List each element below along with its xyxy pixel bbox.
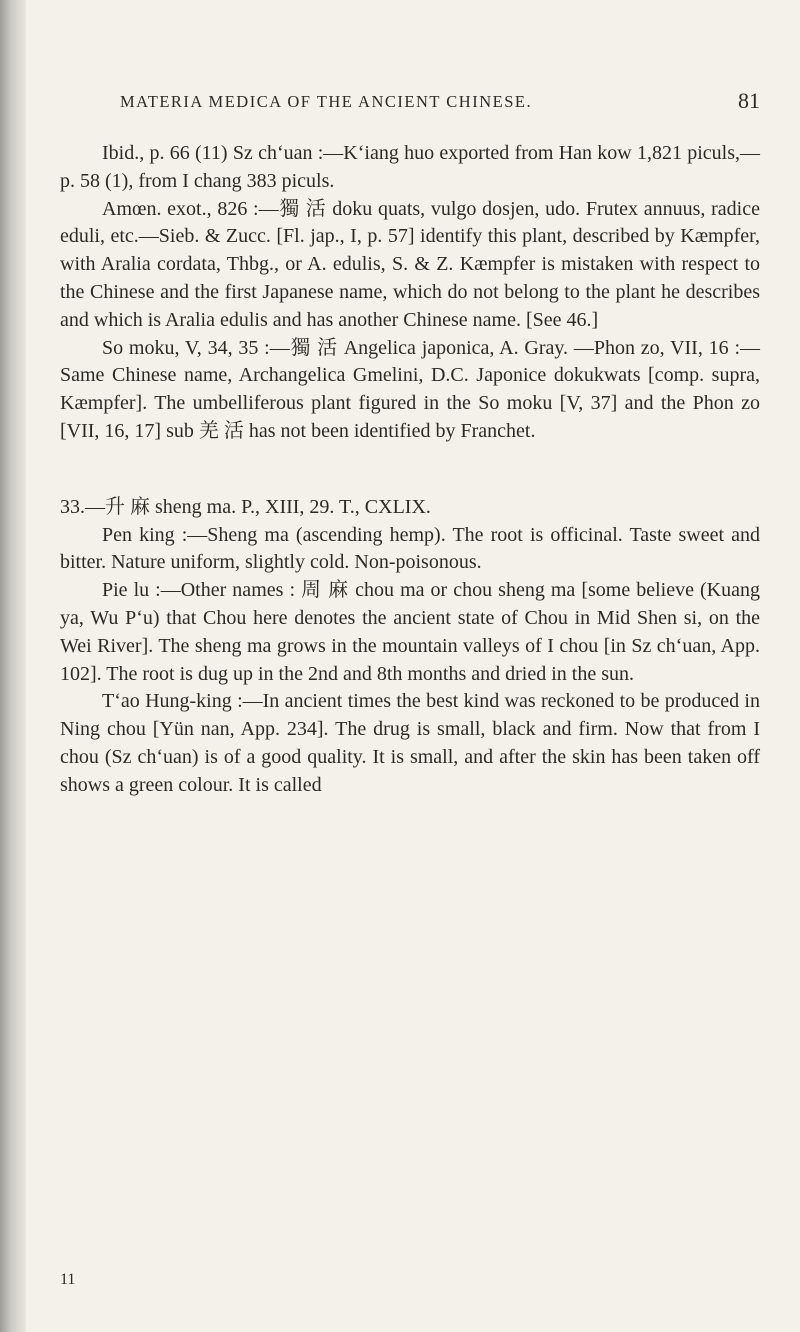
paragraph-amoen-exot: Amœn. exot., 826 :—獨 活 doku quats, vulgo dosjen, udo. Frutex annuus, radice eduli, etc.—Sieb. & Zucc. [Fl. jap., I, p. 57] identify this plant, described by Kæmpfer, with Aralia cordata, Thbg., or A. edulis, S. & Z. Kæmpfer is mistaken with respect to the Chinese and the first Japanese name, which do not belong to the plant he describes and which is Aralia edulis and has another Chinese name. [See 46.] [60,197,760,331]
running-head: MATERIA MEDICA OF THE ANCIENT CHINESE. [120,92,533,111]
binding-shadow [0,0,26,1332]
book-page [60,0,760,1332]
entry-heading-sheng-ma: 33.—升 麻 sheng ma. P., XIII, 29. T., CXLIX. [60,495,431,518]
paragraph-ibid: Ibid., p. 66 (11) Sz ch‘uan :—K‘iang huo exported from Han kow 1,821 piculs,—p. 58 (1), from I chang 383 piculs. [60,142,760,192]
paragraph-tao-hung-king: T‘ao Hung-king :—In ancient times the best kind was reckoned to be produced in Ning chou [Yün nan, App. 234]. The drug is small, black and firm. Now that from I chou (Sz ch‘uan) is of a good quality. It is small, and after the skin has been taken off shows a green colour. It is called [60,690,760,796]
printer-signature: 11 [60,1271,76,1288]
paragraph-so-moku: So moku, V, 34, 35 :—獨 活 Angelica japonica, A. Gray. —Phon zo, VII, 16 :—Same Chinese name, Archangelica Gmelini, D.C. Japonice dokukwats [comp. supra, Kæmpfer]. The umbelliferous plant figured in the So moku [V, 37] and the Phon zo [VII, 16, 17] sub 羌 活 has not been identified by Franchet. [60,336,760,442]
paragraph-pie-lu: Pie lu :—Other names : 周 麻 chou ma or chou sheng ma [some believe (Kuang ya, Wu P‘u) that Chou here denotes the ancient state of Chou in Mid Shen si, on the Wei River]. The sheng ma grows in the mountain valleys of I chou [in Sz ch‘uan, App. 102]. The root is dug up in the 2nd and 8th months and dried in the sun. [60,579,760,685]
body-text [60,140,760,800]
paragraph-pen-king: Pen king :—Sheng ma (ascending hemp). The root is officinal. Taste sweet and bitter. Nature uniform, slightly cold. Non-poisonous. [60,523,760,574]
page-header [60,88,760,118]
page-number: 81 [738,88,760,113]
